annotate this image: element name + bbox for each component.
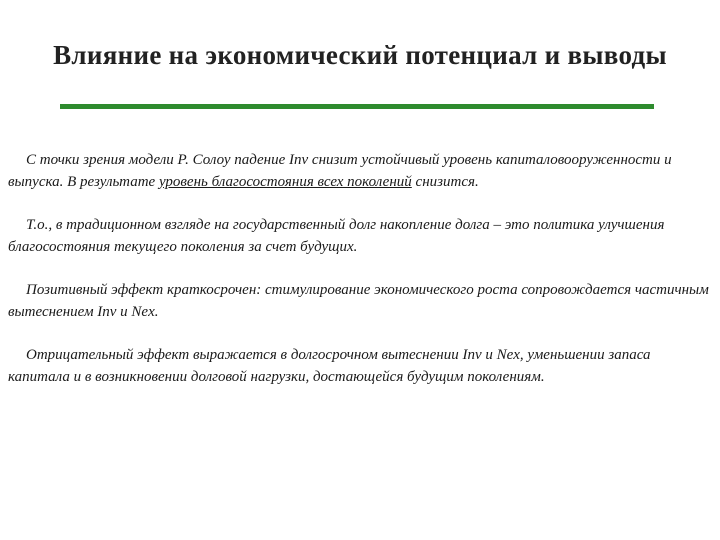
paragraph-traditional-view: Т.о., в традиционном взгляде на государственный долг накопление долга – это политика улучшения благосостояния текущего поколения за счет будущих.: [8, 217, 665, 255]
slide-title: Влияние на экономический потенциал и выводы: [53, 40, 667, 70]
underlined-phrase: уровень благосостояния всех поколений: [158, 173, 412, 190]
paragraph-positive-effect: Позитивный эффект краткосрочен: стимулирование экономического роста сопровождается частичным вытеснением Inv и Nex.: [8, 282, 709, 320]
paragraph-text: снизится.: [411, 173, 479, 190]
slide-body: [8, 150, 712, 410]
paragraph-negative-effect: Отрицательный эффект выражается в долгосрочном вытеснении Inv и Nex, уменьшении запаса капитала и в возникновении долговой нагрузки, достающейся будущим поколениям.: [8, 347, 651, 385]
paragraph-text: С точки зрения модели Р. Солоу падение Inv снизит устойчивый уровень капиталовооруженности и выпуска. В результате: [8, 152, 672, 190]
title-underline-divider: [60, 104, 654, 109]
paragraph-solow-model: [8, 150, 712, 193]
